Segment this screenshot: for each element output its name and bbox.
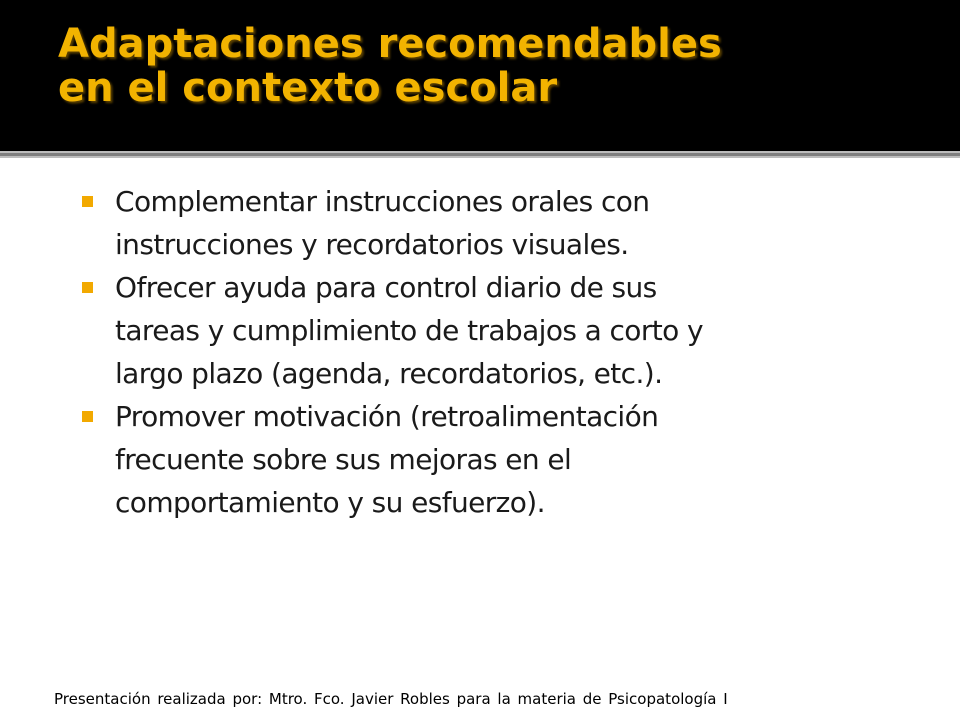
- title-divider-inner: [0, 153, 960, 156]
- slide-title: [58, 22, 722, 110]
- square-bullet-icon: [82, 411, 93, 422]
- content-area: [0, 158, 960, 720]
- bullet-2-line-1: Ofrecer ayuda para control diario de sus: [115, 271, 657, 304]
- bullet-3-line-3: comportamiento y su esfuerzo).: [115, 486, 545, 519]
- square-bullet-icon: [82, 196, 93, 207]
- bullet-1-line-1: Complementar instrucciones orales con: [115, 185, 650, 218]
- bullet-1-line-2: instrucciones y recordatorios visuales.: [115, 228, 629, 261]
- bullet-list: [82, 180, 882, 524]
- bullet-3-line-2: frecuente sobre sus mejoras en el: [115, 443, 572, 476]
- bullet-2-line-2: tareas y cumplimiento de trabajos a corto y: [115, 314, 703, 347]
- slide-title-line-2: en el contexto escolar: [58, 65, 558, 111]
- bullet-item-2: [82, 266, 882, 395]
- bullet-item-1: [82, 180, 882, 266]
- slide-title-line-1: Adaptaciones recomendables: [58, 21, 722, 67]
- bullet-2-line-3: largo plazo (agenda, recordatorios, etc.).: [115, 357, 663, 390]
- square-bullet-icon: [82, 282, 93, 293]
- bullet-item-3: [82, 395, 882, 524]
- footer-credit: Presentación realizada por: Mtro. Fco. Javier Robles para la materia de Psicopatología I: [54, 690, 728, 708]
- bullet-3-line-1: Promover motivación (retroalimentación: [115, 400, 659, 433]
- title-bar: [0, 0, 960, 151]
